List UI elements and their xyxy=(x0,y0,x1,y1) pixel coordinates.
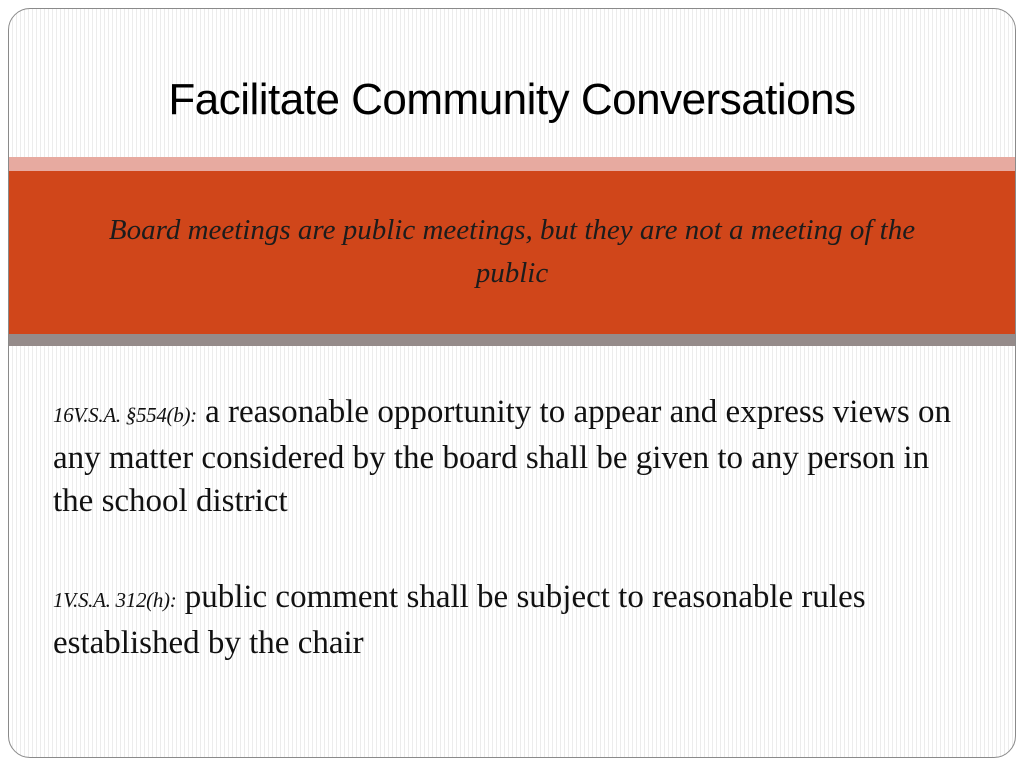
statute-citation: 1V.S.A. 312(h): xyxy=(53,588,177,612)
statute-paragraph xyxy=(53,391,953,523)
statute-paragraph xyxy=(53,576,953,665)
accent-stripe-light xyxy=(9,157,1015,171)
statute-text: public comment shall be subject to reasonable rules established by the chair xyxy=(53,579,866,661)
statute-citation: 16V.S.A. §554(b): xyxy=(53,403,197,427)
slide xyxy=(8,8,1016,758)
statute-text: a reasonable opportunity to appear and express views on any matter considered by the board shall be given to any person in the school district xyxy=(53,394,952,519)
accent-stripe-gray xyxy=(9,334,1015,346)
slide-subtitle: Board meetings are public meetings, but they are not a meeting of the public xyxy=(108,214,916,289)
slide-title: Facilitate Community Conversations xyxy=(168,75,856,124)
slide-body xyxy=(53,391,953,718)
